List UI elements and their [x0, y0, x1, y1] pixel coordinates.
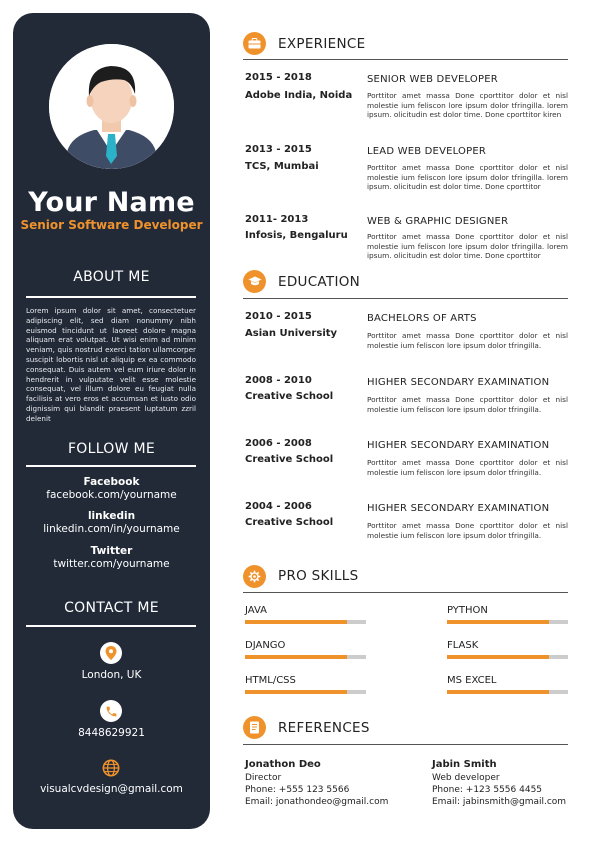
globe-icon [100, 757, 122, 779]
skill-fill [245, 690, 347, 694]
reference-name: Jonathon Deo [245, 759, 321, 770]
facebook-link[interactable]: facebook.com/yourname [46, 489, 177, 501]
reference-email[interactable]: Email: jonathondeo@gmail.com [245, 797, 389, 807]
education-org: Creative School [245, 391, 334, 402]
avatar [49, 44, 174, 169]
skill-bar [245, 620, 366, 624]
candidate-name: Your Name [28, 187, 195, 218]
skills-divider [243, 592, 568, 593]
experience-title: LEAD WEB DEVELOPER [367, 146, 487, 157]
email-text[interactable]: visualcvdesign@gmail.com [40, 783, 183, 795]
experience-title: WEB & GRAPHIC DESIGNER [367, 216, 509, 227]
phone-text: 8448629921 [78, 727, 145, 739]
experience-org: Infosis, Bengaluru [245, 230, 348, 241]
avatar-illustration [49, 44, 174, 169]
reference-name: Jabin Smith [432, 759, 497, 770]
gear-icon [243, 565, 266, 588]
skill-fill [245, 620, 347, 624]
graduation-cap-icon [243, 270, 266, 293]
skill-fill [447, 690, 549, 694]
reference-role: Web developer [432, 773, 500, 783]
experience-desc: Porttitor amet massa Done cporttitor dolor et nisl molestie ium feliscon lore ipsum dolor tfringilla. lorem ipsum. olicitudin est dolor time. Done cporttitor [367, 232, 568, 261]
experience-desc: Porttitor amet massa Done cporttitor dolor et nisl molestie ium feliscon lore ipsum dolor tfringilla. lorem ipsum. olicitudin est dolor time. Done cporttitor [367, 163, 568, 192]
follow-heading: FOLLOW ME [67, 441, 156, 457]
experience-title: SENIOR WEB DEVELOPER [367, 74, 498, 85]
reference-role: Director [245, 773, 282, 783]
follow-divider [26, 465, 196, 467]
skill-bar [447, 620, 568, 624]
skill-label: FLASK [447, 640, 479, 651]
education-title: BACHELORS OF ARTS [367, 313, 477, 324]
skill-label: DJANGO [245, 640, 286, 651]
skill-fill [447, 620, 549, 624]
experience-org: Adobe India, Noida [245, 90, 353, 101]
skill-label: PYTHON [447, 605, 488, 616]
candidate-role: Senior Software Developer [20, 218, 203, 232]
skill-label: HTML/CSS [245, 675, 296, 686]
about-heading: ABOUT ME [73, 269, 150, 285]
briefcase-icon [243, 32, 266, 55]
twitter-link[interactable]: twitter.com/yourname [53, 558, 170, 570]
phone-icon [100, 700, 122, 722]
education-org: Creative School [245, 454, 334, 465]
linkedin-link[interactable]: linkedin.com/in/yourname [43, 523, 180, 535]
skill-label: JAVA [245, 605, 268, 616]
experience-date: 2013 - 2015 [245, 144, 312, 155]
education-date: 2004 - 2006 [245, 501, 312, 512]
skill-fill [245, 655, 347, 659]
references-divider [243, 744, 568, 745]
skill-bar [245, 655, 366, 659]
location-text: London, UK [81, 669, 142, 681]
twitter-label: Twitter [90, 545, 133, 557]
education-heading: EDUCATION [278, 274, 361, 290]
skill-bar [447, 655, 568, 659]
education-date: 2008 - 2010 [245, 375, 312, 386]
reference-phone: Phone: +555 123 5566 [245, 785, 350, 795]
education-title: HIGHER SECONDARY EXAMINATION [367, 503, 550, 514]
linkedin-label: linkedin [87, 510, 136, 522]
skills-heading: PRO SKILLS [278, 568, 359, 584]
education-desc: Porttitor amet massa Done cporttitor dolor et nisl molestie ium feliscon lore ipsum dolor tfringilla. [367, 395, 568, 414]
experience-date: 2015 - 2018 [245, 72, 312, 83]
experience-date: 2011- 2013 [245, 214, 309, 225]
skill-label: MS EXCEL [447, 675, 497, 686]
education-title: HIGHER SECONDARY EXAMINATION [367, 377, 550, 388]
reference-phone: Phone: +123 5556 4455 [432, 785, 543, 795]
about-text: Lorem ipsum dolor sit amet, consectetuer adipiscing elit, sed diam nonummy nibh euismod tincidunt ut laoreet dolore magna aliquam erat volutpat. Ut wisi enim ad minim veniam, quis nostrud exerci tation ullamcorper suscipit lobortis nisl ut aliquip ex ea commodo consequat. Duis autem vel eum iriure dolor in hendrerit in vulputate velit esse molestie consequat, vel illum dolore eu feugiat nulla facilisis at vero eros et accumsan et iusto odio dignissim qui blandit praesent luptatum zzril delenit [26, 306, 196, 423]
contact-divider [26, 625, 196, 627]
experience-desc: Porttitor amet massa Done cporttitor dolor et nisl molestie ium feliscon lore ipsum dolor tfringilla. lorem ipsum. olicitudin est dolor time. Done cporttitor kiren [367, 91, 568, 120]
document-icon [243, 716, 266, 739]
skill-bar [447, 690, 568, 694]
education-desc: Porttitor amet massa Done cporttitor dolor et nisl molestie ium feliscon lore ipsum dolor tfringilla. [367, 331, 568, 350]
location-icon [100, 642, 122, 664]
sidebar [13, 13, 210, 829]
experience-divider [243, 59, 568, 60]
experience-heading: EXPERIENCE [278, 36, 366, 52]
skill-bar [245, 690, 366, 694]
education-org: Asian University [245, 328, 338, 339]
education-divider [243, 298, 568, 299]
references-heading: REFERENCES [278, 720, 370, 736]
education-desc: Porttitor amet massa Done cporttitor dolor et nisl molestie ium feliscon lore ipsum dolor tfringilla. [367, 521, 568, 540]
education-org: Creative School [245, 517, 334, 528]
education-date: 2010 - 2015 [245, 311, 312, 322]
facebook-label: Facebook [83, 476, 140, 488]
education-title: HIGHER SECONDARY EXAMINATION [367, 440, 550, 451]
skill-fill [447, 655, 549, 659]
education-desc: Porttitor amet massa Done cporttitor dolor et nisl molestie ium feliscon lore ipsum dolor tfringilla. [367, 458, 568, 477]
experience-org: TCS, Mumbai [245, 161, 319, 172]
reference-email[interactable]: Email: jabinsmith@gmail.com [432, 797, 567, 807]
about-divider [26, 296, 196, 298]
education-date: 2006 - 2008 [245, 438, 312, 449]
contact-heading: CONTACT ME [64, 600, 159, 616]
